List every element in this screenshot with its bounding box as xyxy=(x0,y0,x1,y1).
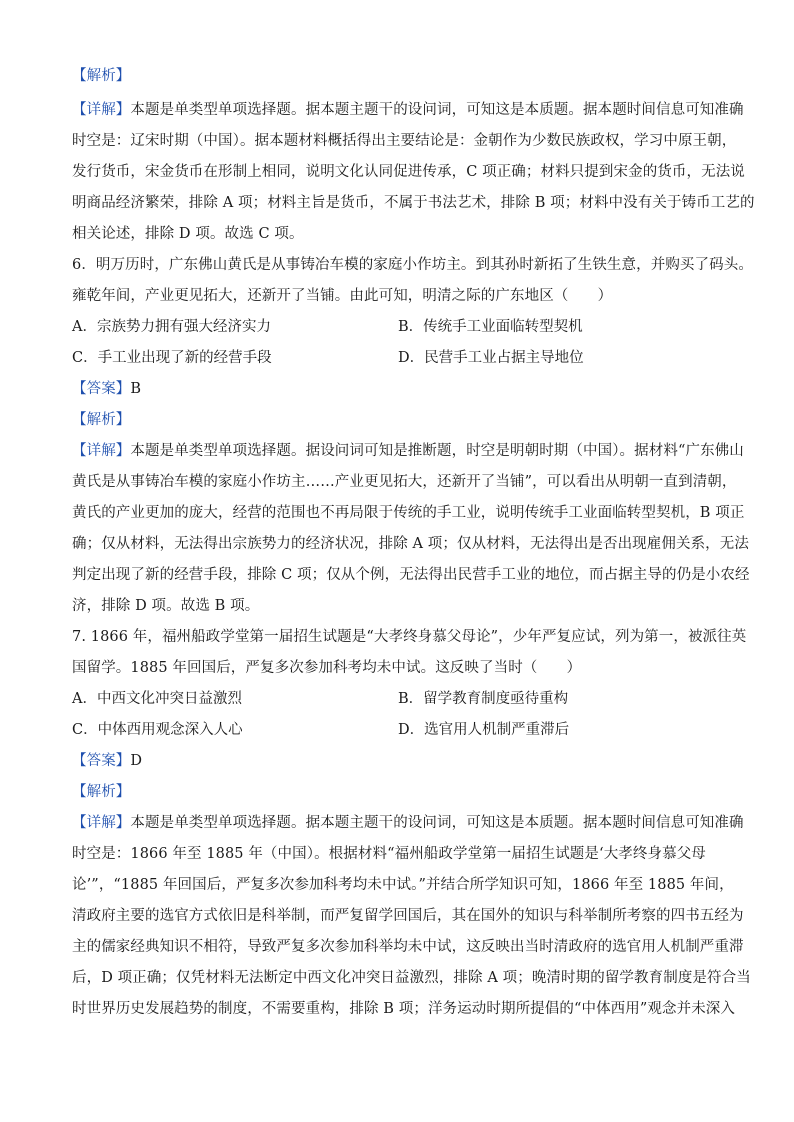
option-d: D．民营手工业占据主导地位 xyxy=(398,350,584,366)
question-stem: 6．明万历时，广东佛山黄氏是从事铸冶车模的家庭小作坊主。到其孙时新拓了生铁生意，并购买了码头。 xyxy=(72,257,753,273)
question-stem: 雍乾年间，产业更见拓大，还新开了当铺。由此可知，明清之际的广东地区（ ） xyxy=(72,288,613,304)
detail-label: 【详解】 xyxy=(72,815,131,831)
detail-line: 主的儒家经典知识不相符，导致严复多次参加科举均未中试，这反映出当时清政府的选官用人机制严重滞 xyxy=(72,939,744,955)
detail-line: 论’”，“1885 年回国后，严复多次参加科考均未中试。”并结合所学知识可知，1866 年至 1885 年间， xyxy=(72,877,734,893)
detail-label: 【详解】 xyxy=(72,443,131,459)
detail-line: 时空是：1866 年至 1885 年（中国）。根据材料“福州船政学堂第一届招生试题是‘大孝终身慕父母 xyxy=(72,846,706,862)
analysis-label: 【解析】 xyxy=(72,412,131,428)
detail-line: 黄氏是从事铸冶车模的家庭小作坊主……产业更见拓大，还新开了当铺”，可以看出从明朝一直到清朝， xyxy=(72,474,737,490)
detail-line: 黄氏的产业更加的庞大，经营的范围也不再局限于传统的手工业，说明传统手工业面临转型契机，B 项正 xyxy=(72,505,745,521)
option-a: A．中西文化冲突日益激烈 xyxy=(72,691,242,707)
detail-line: 济，排除 D 项。故选 B 项。 xyxy=(72,598,260,614)
answer-label: 【答案】 xyxy=(72,381,131,397)
option-b: B．传统手工业面临转型契机 xyxy=(398,319,583,335)
option-c: C．手工业出现了新的经营手段 xyxy=(72,350,272,366)
detail-line: 相关论述，排除 D 项。故选 C 项。 xyxy=(72,226,304,242)
detail-line: 判定出现了新的经营手段，排除 C 项；仅从个例，无法得出民营手工业的地位，而占据主导的仍是小农经 xyxy=(72,567,750,583)
answer-line xyxy=(72,379,732,399)
option-d: D．选官用人机制严重滞后 xyxy=(398,722,570,738)
question-stem: 国留学。1885 年回国后，严复多次参加科考均未中试。这反映了当时（ ） xyxy=(72,660,582,676)
analysis-label: 【解析】 xyxy=(72,784,131,800)
detail-line: 后，D 项正确；仅凭材料无法断定中西文化冲突日益激烈，排除 A 项；晚清时期的留学教育制度是符合当 xyxy=(72,970,751,986)
option-a: A．宗族势力拥有强大经济实力 xyxy=(72,319,271,335)
answer-value: D xyxy=(130,753,143,769)
detail-label: 【详解】 xyxy=(72,102,131,118)
detail-line: 时空是：辽宋时期（中国）。据本题材料概括得出主要结论是：金朝作为少数民族政权，学习中原王朝， xyxy=(72,133,737,149)
detail-line: 时世界历史发展趋势的制度，不需要重构，排除 B 项；洋务运动时期所提倡的“中体西用”观念并未深入 xyxy=(72,1001,735,1017)
question-stem: 7. 1866 年，福州船政学堂第一届招生试题是“大孝终身慕父母论”，少年严复应试，列为第一，被派往英 xyxy=(72,629,747,645)
detail-line: 【详解】本题是单类型单项选择题。据本题主题干的设问词，可知这是本质题。据本题时间信息可知准确 xyxy=(72,102,744,118)
answer-label: 【答案】 xyxy=(72,753,131,769)
option-b: B．留学教育制度亟待重构 xyxy=(398,691,569,707)
analysis-label: 【解析】 xyxy=(72,68,131,84)
detail-line: 【详解】本题是单类型单项选择题。据设问词可知是推断题，时空是明朝时期（中国）。据材料“广东佛山 xyxy=(72,443,744,459)
answer-line xyxy=(72,751,732,771)
detail-line: 发行货币，宋金货币在形制上相同，说明文化认同促进传承，C 项正确；材料只提到宋金的货币，无法说 xyxy=(72,164,745,180)
option-c: C．中体西用观念深入人心 xyxy=(72,722,243,738)
detail-line: 清政府主要的选官方式依旧是科举制，而严复留学回国后，其在国外的知识与科举制所考察的四书五经为 xyxy=(72,908,744,924)
answer-value: B xyxy=(130,381,142,397)
detail-line: 明商品经济繁荣，排除 A 项；材料主旨是货币，不属于书法艺术，排除 B 项；材料中没有关于铸币工艺的 xyxy=(72,195,755,211)
detail-line: 确；仅从材料，无法得出宗族势力的经济状况，排除 A 项；仅从材料，无法得出是否出现雇佣关系，无法 xyxy=(72,536,749,552)
detail-line: 【详解】本题是单类型单项选择题。据本题主题干的设问词，可知这是本质题。据本题时间信息可知准确 xyxy=(72,815,744,831)
